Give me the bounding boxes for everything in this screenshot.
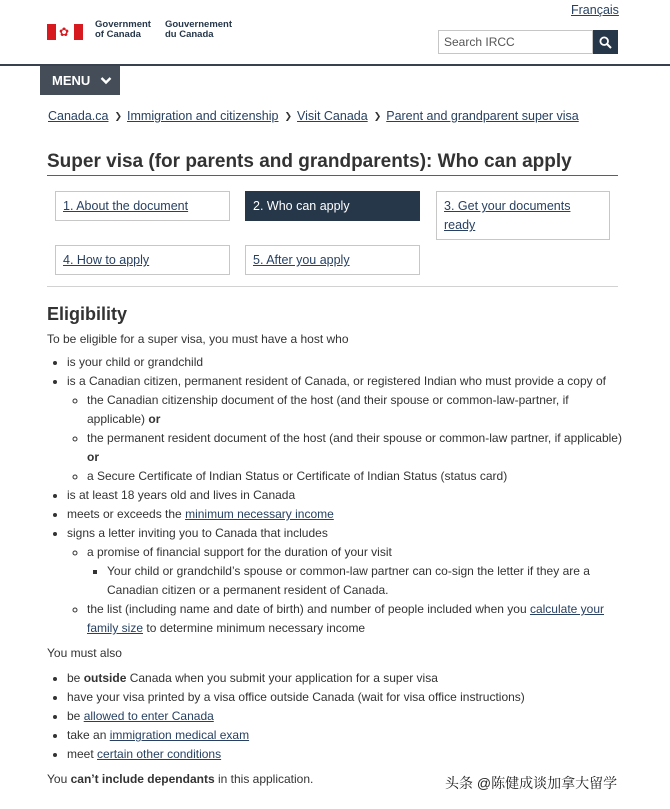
menu-label: MENU — [52, 73, 91, 88]
title-underline — [47, 175, 618, 176]
watermark-text: 头条 @陈健成谈加拿大留学 — [445, 775, 618, 791]
minimum-income-link[interactable]: minimum necessary income — [185, 507, 334, 521]
gov-wordmark-en: Government of Canada — [95, 19, 151, 40]
list-item: • have your visa printed by a visa office outside Canada (wait for visa office instructions) — [67, 688, 622, 707]
list-item: • meets or exceeds the minimum necessary income — [67, 505, 622, 524]
list-item: • be allowed to enter Canada — [67, 707, 622, 726]
menu-button[interactable] — [40, 66, 120, 95]
allowed-to-enter-link[interactable]: allowed to enter Canada — [83, 709, 214, 723]
step-how-to-apply[interactable] — [55, 245, 230, 275]
step-about-document[interactable] — [55, 191, 230, 221]
section-divider — [47, 286, 618, 287]
chevron-right-icon: ❯ — [114, 110, 123, 121]
host-requirements-list — [47, 353, 622, 638]
list-item: • signs a letter inviting you to Canada that includes ◦ a promise of financial support for the duration of your visit ▪ Your child or grandchild’s spouse or common-law partner can co-sign the letter if they are a Canadian citizen or a permanent resident of Canada. ◦ the list (including name and date of birth) and number of people included when you calculate your family size to determine minimum necessary income — [67, 524, 622, 638]
search-button[interactable] — [593, 30, 618, 54]
breadcrumb-visit-canada[interactable]: Visit Canada — [297, 109, 368, 123]
chevron-down-icon — [100, 76, 112, 85]
other-conditions-link[interactable]: certain other conditions — [97, 747, 222, 761]
step-who-can-apply-label: 2. Who can apply — [253, 199, 350, 213]
step-get-documents-ready[interactable] — [436, 191, 610, 240]
letter-contents-list — [67, 543, 622, 638]
breadcrumb-canada-ca[interactable]: Canada.ca — [48, 109, 109, 123]
step-who-can-apply[interactable] — [245, 191, 420, 221]
page-title: Super visa (for parents and grandparents): Who can apply — [47, 151, 572, 172]
search-input[interactable] — [438, 30, 593, 54]
calculate-family-size-link[interactable]: calculate your family size — [87, 602, 605, 635]
government-of-canada-logo[interactable] — [47, 20, 232, 44]
must-also-text: You must also — [47, 646, 122, 660]
step-after-you-apply[interactable] — [245, 245, 420, 275]
list-item: ◦ a Secure Certificate of Indian Status or Certificate of Indian Status (status card) — [87, 467, 622, 486]
step-after-you-apply-link[interactable]: 5. After you apply — [253, 253, 350, 267]
canada-flag-icon: ✿ — [47, 24, 83, 40]
medical-exam-link[interactable]: immigration medical exam — [109, 728, 250, 742]
search-box — [438, 30, 618, 54]
chevron-right-icon: ❯ — [373, 110, 382, 121]
eligibility-intro: To be eligible for a super visa, you must have a host who — [47, 332, 349, 346]
breadcrumb — [48, 109, 579, 123]
step-about-document-link[interactable]: 1. About the document — [63, 199, 189, 213]
list-item: • is a Canadian citizen, permanent resident of Canada, or registered Indian who must provide a copy of ◦ the Canadian citizenship document of the host (and their spouse or common-law-partner, if applicable) or ◦ the permanent resident document of the host (and their spouse or common-law partner, if applicable) or ◦ a Secure Certificate of Indian Status or Certificate of Indian Status (status card) — [67, 372, 622, 486]
list-item: • meet certain other conditions — [67, 745, 622, 764]
host-documents-list — [67, 391, 622, 486]
list-item: ◦ the permanent resident document of the host (and their spouse or common-law partner, if applicable) or — [87, 429, 622, 467]
applicant-requirements-list — [47, 669, 622, 764]
list-item: • take an immigration medical exam — [67, 726, 622, 745]
list-item: • is at least 18 years old and lives in Canada — [67, 486, 622, 505]
list-item: ◦ a promise of financial support for the duration of your visit ▪ Your child or grandchild’s spouse or common-law partner can co-sign the letter if they are a Canadian citizen or a permanent resident of Canada. — [87, 543, 622, 600]
eligibility-heading: Eligibility — [47, 304, 128, 324]
gov-wordmark-fr: Gouvernement du Canada — [164, 19, 233, 40]
list-item: • be outside Canada when you submit your application for a super visa — [67, 669, 622, 688]
step-how-to-apply-link[interactable]: 4. How to apply — [63, 253, 150, 267]
search-icon — [599, 36, 612, 49]
dependants-note: You can’t include dependants in this application. — [47, 772, 314, 786]
cosign-list — [87, 562, 622, 600]
list-item: • is your child or grandchild — [67, 353, 622, 372]
list-item: ◦ the list (including name and date of birth) and number of people included when you calculate your family size to determine minimum necessary income — [87, 600, 622, 638]
chevron-right-icon: ❯ — [284, 110, 293, 121]
language-toggle-link[interactable]: Français — [571, 3, 619, 17]
step-get-documents-ready-link[interactable]: 3. Get your documents ready — [444, 199, 571, 232]
eligibility-content — [47, 330, 622, 789]
breadcrumb-super-visa[interactable]: Parent and grandparent super visa — [386, 109, 579, 123]
breadcrumb-immigration[interactable]: Immigration and citizenship — [127, 109, 279, 123]
list-item: ◦ the Canadian citizenship document of the host (and their spouse or common-law-partner, if applicable) or — [87, 391, 622, 429]
list-item: ▪ Your child or grandchild’s spouse or common-law partner can co-sign the letter if they are a Canadian citizen or a permanent resident of Canada. — [107, 562, 622, 600]
